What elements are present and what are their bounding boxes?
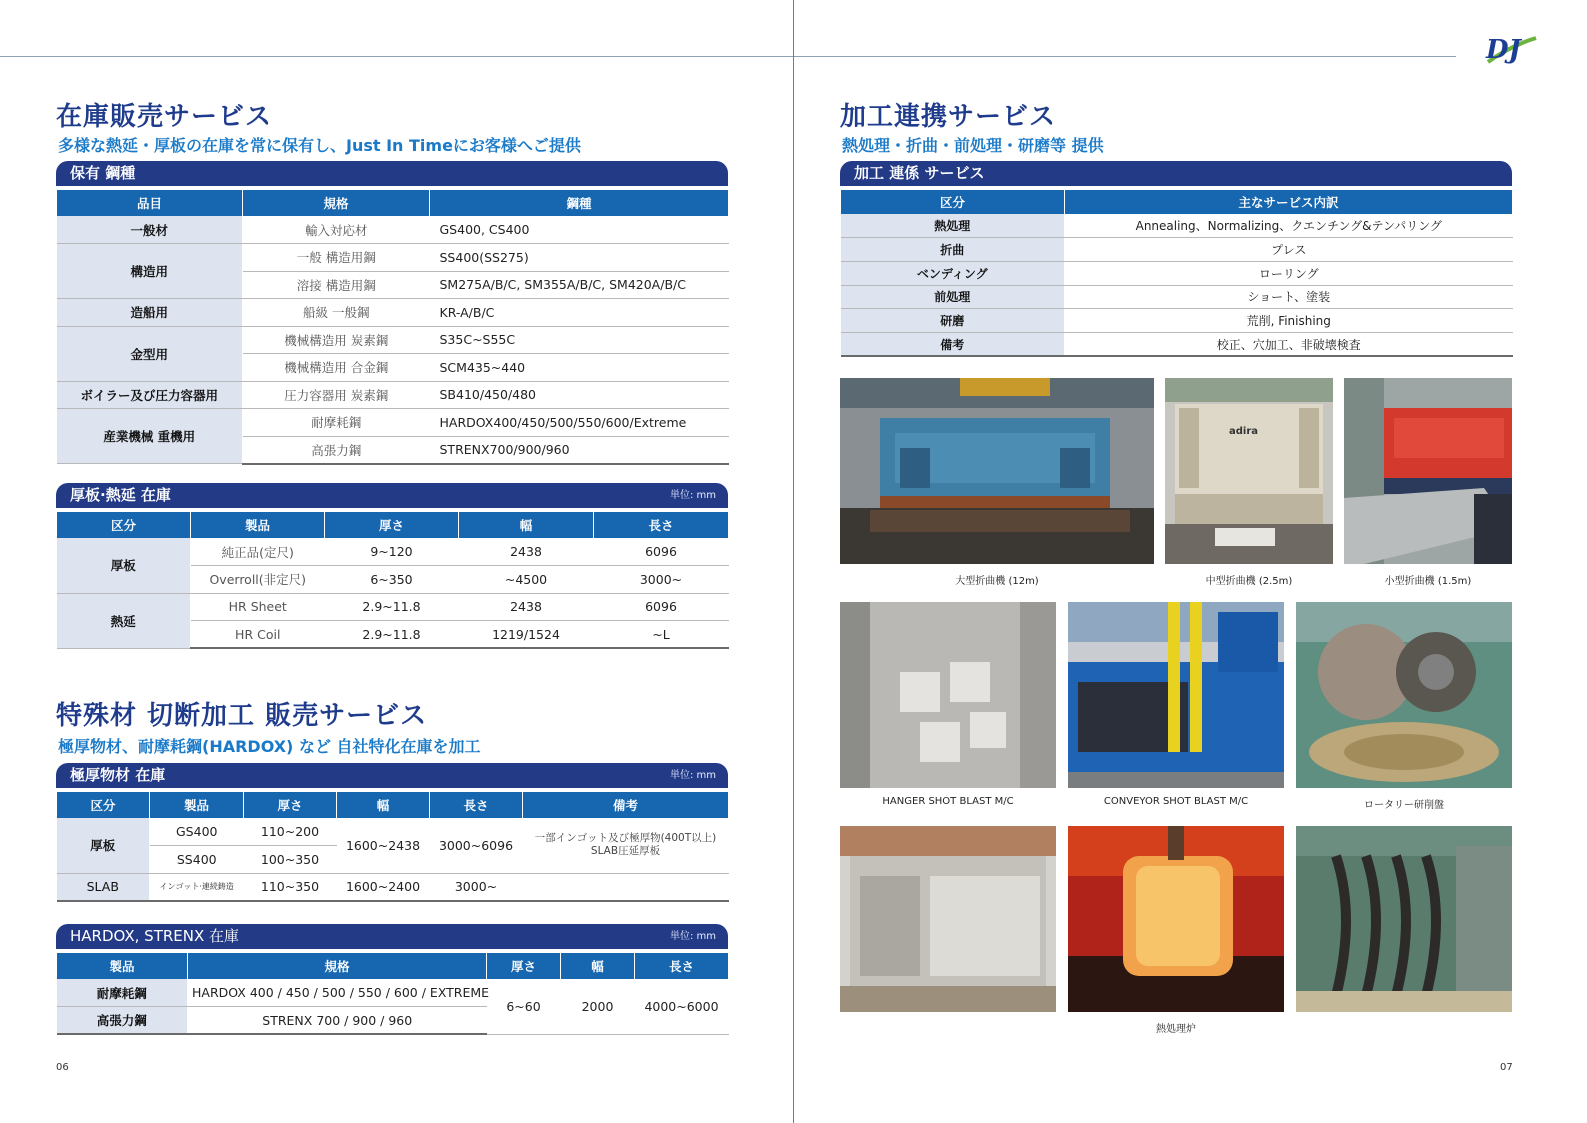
caption-hanger-shot-blast: HANGER SHOT BLAST M/C	[882, 796, 1014, 807]
table-row: 前処理 ショート、塗装	[841, 285, 1513, 309]
rotary-grinder-photo	[1296, 602, 1512, 788]
plate-stock-table: 区分 製品 厚さ 幅 長さ 厚板 純正品(定尺) 9~120 2438 6096 Overroll(非定尺) 6~350 ~4500 3000~ 熱延 HR Sheet 2.9~11.8 2438 6096 HR Coil 2.9~11.8 1219/1524 ~L	[56, 512, 729, 649]
table-row: 高張力鋼 STRENX 700 / 900 / 960	[57, 1007, 729, 1035]
page-number-left: 06	[56, 1062, 69, 1073]
bent-plates-photo	[1296, 826, 1512, 1012]
table-row: 備考 校正、穴加工、非破壊検査	[841, 332, 1513, 356]
caption-small-press: 小型折曲機 (1.5m)	[1384, 576, 1472, 587]
section-title-processing: 加工連携サービス	[840, 102, 1057, 132]
header-rule-left	[0, 56, 793, 57]
furnace-interior-photo	[840, 826, 1056, 1012]
table-row: ボイラー及び圧力容器用 圧力容器用 炭素鋼 SB410/450/480	[57, 381, 729, 409]
svg-text:adira: adira	[1229, 426, 1259, 437]
page-number-right: 07	[1500, 1062, 1513, 1073]
table-row: HR Coil 2.9~11.8 1219/1524 ~L	[57, 621, 729, 649]
table-row: 熱延 HR Sheet 2.9~11.8 2438 6096	[57, 593, 729, 621]
hardox-stock-table: 製品 規格 厚さ 幅 長さ 耐摩耗鋼 HARDOX 400 / 450 / 500 / 550 / 600 / EXTREME 6~60 2000 4000~6000 高張力鋼 STRENX 700 / 900 / 960	[56, 953, 729, 1035]
hardox-stock-bar: HARDOX, STRENX 在庫 単位: mm	[56, 924, 728, 949]
large-press-brake-photo	[840, 378, 1154, 564]
table-row: 高張力鋼 STRENX700/900/960	[57, 436, 729, 464]
small-press-brake-photo	[1344, 378, 1512, 564]
table-row: 一般材 輸入対応材 GS400, CS400	[57, 216, 729, 244]
medium-press-brake-photo	[1165, 378, 1333, 564]
caption-conveyor-shot-blast: CONVEYOR SHOT BLAST M/C	[1103, 796, 1249, 807]
hot-ingot-photo	[1068, 826, 1284, 1012]
table-row: 耐摩耗鋼 HARDOX 400 / 450 / 500 / 550 / 600 / EXTREME 6~60 2000 4000~6000	[57, 979, 729, 1007]
page-spine	[793, 0, 794, 1123]
svg-text:DJ: DJ	[1486, 35, 1521, 65]
table-row: 造船用 船級 一般鋼 KR-A/B/C	[57, 299, 729, 327]
table-row: Overroll(非定尺) 6~350 ~4500 3000~	[57, 566, 729, 594]
section-title-special: 特殊材 切断加工 販売サービス	[56, 701, 428, 731]
caption-medium-press: 中型折曲機 (2.5m)	[1205, 576, 1293, 587]
plate-stock-bar: 厚板·熱延 在庫 単位: mm	[56, 483, 728, 508]
table-row: 溶接 構造用鋼 SM275A/B/C, SM355A/B/C, SM420A/B/C	[57, 271, 729, 299]
table-row: SLAB インゴット·連続鋳造 110~350 1600~2400 3000~	[57, 873, 729, 901]
conveyor-shot-blast-photo	[1068, 602, 1284, 788]
table-row: 機械構造用 合金鋼 SCM435~440	[57, 354, 729, 382]
table-row: 厚板 純正品(定尺) 9~120 2438 6096	[57, 538, 729, 566]
caption-large-press: 大型折曲機 (12m)	[955, 576, 1039, 587]
table-row: 厚板 GS400 110~200 1600~2438 3000~6096 一部インゴット及び極厚物(400T以上) SLAB圧延厚板	[57, 818, 729, 846]
section-subtitle-processing: 熱処理・折曲・前処理・研磨等 提供	[842, 136, 1104, 155]
caption-rotary-grinder: ロータリー研削盤	[1364, 800, 1444, 811]
header-rule-right	[794, 56, 1456, 57]
section-subtitle-stock: 多様な熱延・厚板の在庫を常に保有し、Just In Timeにお客様へご提供	[58, 136, 581, 155]
thick-stock-table: 区分 製品 厚さ 幅 長さ 備考 厚板 GS400 110~200 1600~2438 3000~6096 一部インゴット及び極厚物(400T以上) SLAB圧延厚板 SS400 100~350 SLAB インゴット·連続鋳造 110~350 1600~2400 3000~	[56, 792, 729, 902]
section-title-stock: 在庫販売サービス	[56, 102, 273, 132]
hanger-shot-blast-photo	[840, 602, 1056, 788]
steel-grades-bar: 保有 鋼種	[56, 161, 728, 186]
table-row: 研磨 荒削, Finishing	[841, 309, 1513, 333]
table-row: 構造用 一般 構造用鋼 SS400(SS275)	[57, 244, 729, 272]
table-row: 熱処理 Annealing、Normalizing、クエンチング&テンパリング	[841, 214, 1513, 238]
service-bar: 加工 連係 サービス	[840, 161, 1512, 186]
section-subtitle-special: 極厚物材、耐摩耗鋼(HARDOX) など 自社特化在庫を加工	[58, 737, 481, 756]
thick-stock-bar: 極厚物材 在庫 単位: mm	[56, 763, 728, 788]
caption-heat-treatment-furnace: 熱処理炉	[1156, 1024, 1196, 1035]
table-row: 金型用 機械構造用 炭素鋼 S35C~S55C	[57, 326, 729, 354]
dj-logo	[1480, 28, 1540, 80]
table-row: 折曲 プレス	[841, 238, 1513, 262]
service-table: 区分 主なサービス内訳 熱処理 Annealing、Normalizing、クエンチング&テンパリング 折曲 プレス ベンディング ローリング 前処理 ショート、塗装 研磨 荒削, Finishing 備考 校正、穴加工、非破壊検査	[840, 190, 1513, 357]
table-row: SS400 100~350	[57, 846, 729, 874]
table-row: 産業機械 重機用 耐摩耗鋼 HARDOX400/450/500/550/600/Extreme	[57, 409, 729, 437]
steel-grades-table: 品目 規格 鋼種 一般材 輸入対応材 GS400, CS400 構造用 一般 構造用鋼 SS400(SS275) 溶接 構造用鋼 SM275A/B/C, SM355A/B/C, SM420A/B/C 造船用 船級 一般鋼 KR-A/B/C 金型用 機械構造用 炭素鋼 S35C~S55C 機械構造用 合金鋼 SCM435~440 ボイラー及び圧力容器用 圧力容器用 炭素鋼 SB410/450/480 産業機械 重機用 耐摩耗鋼 HARDOX400/450/500/550/600/Extreme 高張力鋼 STRENX700/900/960	[56, 190, 729, 465]
table-row: ベンディング ローリング	[841, 261, 1513, 285]
